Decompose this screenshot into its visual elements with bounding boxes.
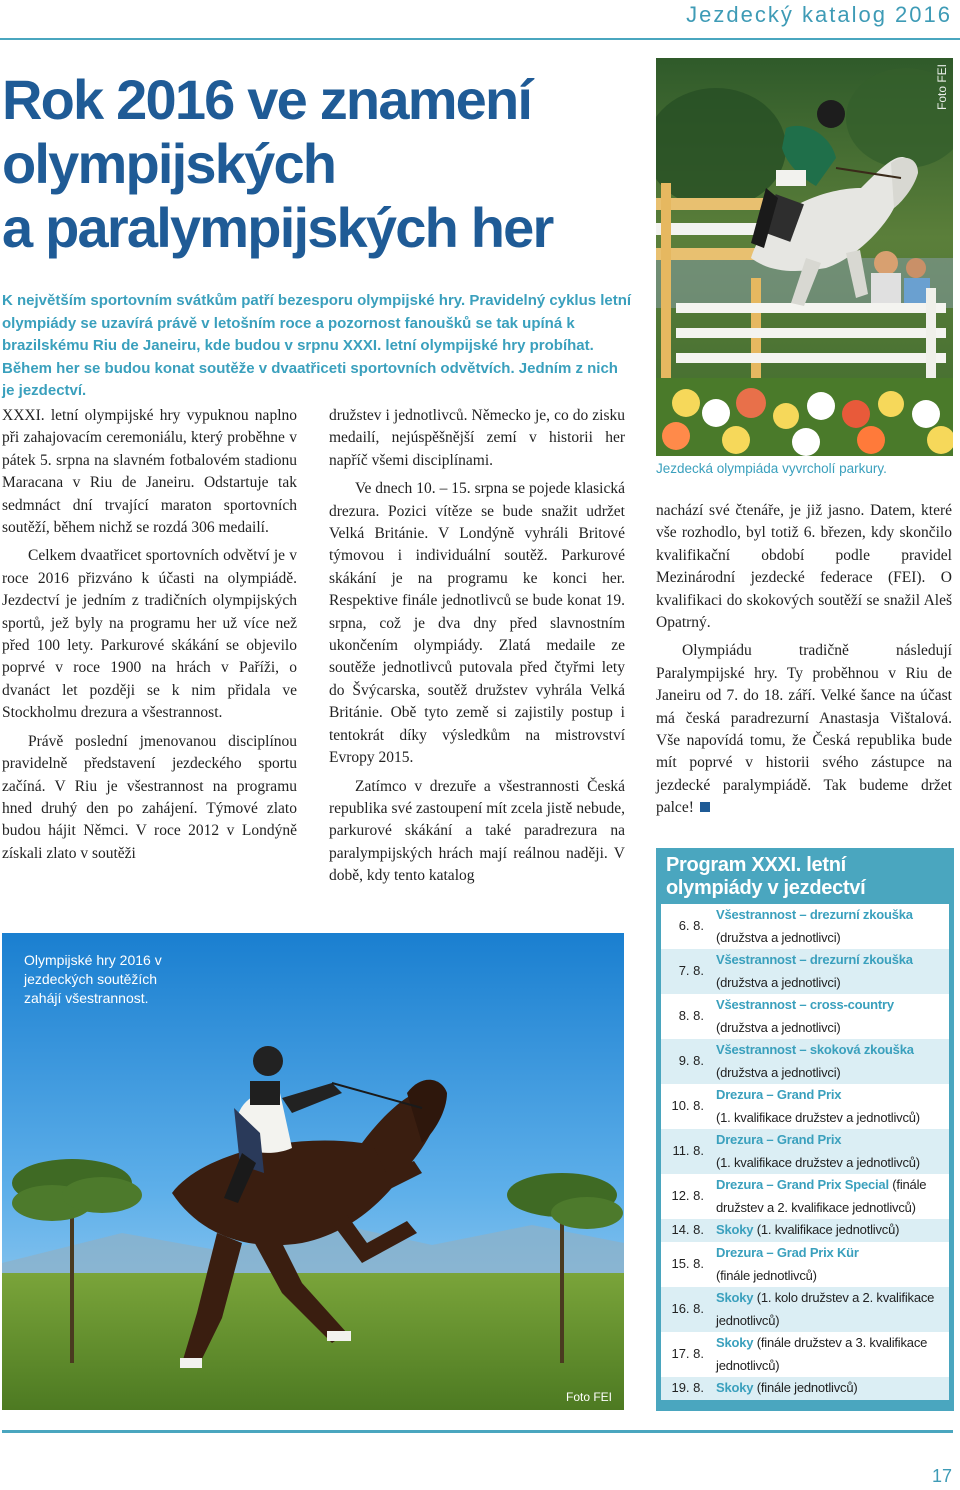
paragraph: Celkem dvaatřicet sportovních odvětví je v roce 2016 přizváno k účasti na olympiádě. Jezdectví je jedním z tradičních olympijských sportů, jež byly na programu her už více než před 100 lety. Parkurové skákání se objevilo poprvé v roce 1900 na hrách v Paříži, o dvanáct let později se k nim přidala ve Stockholmu drezura a všestrannost. bbox=[2, 547, 297, 722]
program-row bbox=[661, 1174, 949, 1219]
program-entry bbox=[716, 1039, 949, 1084]
program-date: 15. 8. bbox=[671, 1256, 704, 1272]
title-line-2: olympijských bbox=[2, 132, 336, 195]
program-detail: (1. kolo družstev a 2. kvalifikace jednotlivců) bbox=[716, 1290, 935, 1328]
paragraph: Zatímco v drezuře a všestrannosti Česká republika své zastoupení mít zcela jistě nebude, parkurové skákání a také paradrezura na paralympijských hrách mají reálnou naději. V době, kdy tento katalog bbox=[329, 777, 625, 885]
program-date: 17. 8. bbox=[671, 1346, 704, 1362]
program-event: Všestrannost – skoková zkouška bbox=[716, 1042, 914, 1057]
program-entry bbox=[716, 1174, 949, 1219]
program-entry bbox=[716, 1084, 949, 1129]
program-event: Všestrannost – drezurní zkouška bbox=[716, 907, 913, 922]
program-row bbox=[661, 994, 949, 1039]
title-line-3: a paralympijských her bbox=[2, 196, 553, 259]
show-jumping-illustration bbox=[656, 58, 953, 456]
program-row bbox=[661, 1377, 949, 1400]
program-date: 9. 8. bbox=[678, 1053, 704, 1069]
program-entry bbox=[716, 1377, 949, 1400]
program-detail: (družstva a jednotlivci) bbox=[716, 974, 841, 990]
program-row bbox=[661, 1287, 949, 1332]
program-entry bbox=[716, 1242, 949, 1287]
photo-caption-bottom: Olympijské hry 2016 v jezdeckých soutěžích zahájí všestrannost. bbox=[24, 952, 162, 1006]
program-entry bbox=[716, 1219, 949, 1242]
program-row bbox=[661, 1332, 949, 1377]
program-date: 10. 8. bbox=[671, 1098, 704, 1114]
end-mark-icon bbox=[700, 802, 710, 812]
program-event: Drezura – Grand Prix bbox=[716, 1132, 842, 1147]
program-detail: (finále jednotlivců) bbox=[716, 1267, 817, 1283]
paragraph: nachází své čtenáře, je již jasno. Datem, které vše rozhodlo, byl totiž 6. březen, kdy skončilo kvalifikační období podle pravidel Mezinárodní jezdecké federace (FEI). O kvalifikaci do skokových soutěží se snažil Aleš Opatrný. bbox=[656, 502, 952, 632]
program-detail: (1. kvalifikace družstev a jednotlivců) bbox=[716, 1154, 920, 1170]
photo-caption-top: Jezdecká olympiáda vyvrcholí parkury. bbox=[656, 461, 887, 476]
article-lead: K největším sportovním svátkům patří bezesporu olympijské hry. Pravidelný cyklus letní olympiády se uzavírá právě v letošním roce a pozornost fanoušků se tak upíná k brazilskému Riu de Janeiru, kde budou v srpnu XXXI. letní olympijské hry probíhat. Během her se budou konat soutěže v dvaatřiceti sportovních odvětvích. Jedním z nich je jezdectví. bbox=[2, 292, 632, 399]
program-detail: (finále jednotlivců) bbox=[756, 1380, 858, 1396]
text-column-3 bbox=[656, 500, 952, 826]
program-row bbox=[661, 1219, 949, 1242]
program-detail: (družstva a jednotlivci) bbox=[716, 1064, 841, 1080]
program-row bbox=[661, 1129, 949, 1174]
header-rule bbox=[0, 38, 960, 40]
photo-credit: Foto FEI bbox=[565, 1390, 612, 1404]
program-detail: (1. kvalifikace jednotlivců) bbox=[756, 1222, 900, 1238]
program-row bbox=[661, 1039, 949, 1084]
program-date: 19. 8. bbox=[671, 1380, 704, 1396]
paragraph: družstev i jednotlivců. Německo je, co do zisku medailí, nejúspěšnější zemí v historii her napříč všemi disciplínami. bbox=[329, 407, 625, 469]
photo-show-jumping bbox=[656, 58, 953, 456]
program-row bbox=[661, 904, 949, 949]
title-line-1: Rok 2016 ve znamení bbox=[2, 68, 532, 131]
program-date: 12. 8. bbox=[671, 1188, 704, 1204]
article-title bbox=[2, 68, 622, 260]
paragraph-text: Olympiádu tradičně následují Paralympijské hry. Ty proběhnou v Riu de Janeiru od 7. do 18. září. Velké šance na účast má česká paradrezurní Anastasja Vištalová. Vše napovídá tomu, že Česká republika bude mít poprvé v historii svého zástupce na jezdecké paralympiádě. Tak budeme držet palce! bbox=[656, 642, 952, 817]
program-event: Skoky bbox=[716, 1222, 754, 1238]
paragraph: XXXI. letní olympijské hry vypuknou naplno při zahajovacím ceremoniálu, který proběhne v pátek 5. srpna na slavném fotbalovém stadionu Maracana v Riu de Janeiru. Odstartuje tak sedmnáct dní trvající maraton sportovních soutěží, během nichž se rozdá 306 medailí. bbox=[2, 407, 297, 537]
program-row bbox=[661, 1242, 949, 1287]
program-detail: (družstva a jednotlivci) bbox=[716, 929, 841, 945]
program-box bbox=[656, 848, 954, 1411]
program-date: 11. 8. bbox=[672, 1143, 704, 1159]
program-detail: (družstva a jednotlivci) bbox=[716, 1019, 841, 1035]
catalog-title: Jezdecký katalog 2016 bbox=[686, 2, 952, 27]
program-entry bbox=[716, 994, 949, 1039]
footer-rule bbox=[2, 1430, 953, 1433]
text-column-2 bbox=[329, 405, 625, 894]
paragraph: Ve dnech 10. – 15. srpna se pojede klasická drezura. Pozici vítěze se bude snažit udržet Velká Británie. V Londýně vyhráli Britové týmovou i individuální soutěž. Parkurové skákání je na programu ke konci her. Respektive finále jednotlivců se bude konat 19. srpna, což je dva dny před slavnostním ukončením olympiády. Zlatá medaile ze soutěže jednotlivců putovala před čtyřmi lety do Švýcarska, soutěž družstev vyhrála Velká Británie. Obě tyto země si zajistily postup i tentokrát díky výsledkům na mistrovství Evropy 2015. bbox=[329, 480, 625, 767]
program-row bbox=[661, 949, 949, 994]
program-date: 14. 8. bbox=[671, 1222, 704, 1238]
photo-credit: Foto FEI bbox=[935, 64, 949, 111]
program-detail: (1. kvalifikace družstev a jednotlivců) bbox=[716, 1109, 920, 1125]
page-header bbox=[0, 0, 960, 50]
program-event: Všestrannost – drezurní zkouška bbox=[716, 952, 913, 967]
program-event: Drezura – Grad Prix Kür bbox=[716, 1245, 859, 1260]
paragraph-last bbox=[656, 640, 952, 819]
program-date: 6. 8. bbox=[678, 918, 704, 934]
program-event: Všestrannost – cross-country bbox=[716, 997, 894, 1012]
program-event: Drezura – Grand Prix bbox=[716, 1087, 842, 1102]
page-number: 17 bbox=[931, 1466, 952, 1486]
program-entry bbox=[716, 904, 949, 949]
program-title: Program XXXI. letní olympiády v jezdectví bbox=[666, 854, 866, 899]
program-detail: (finále družstev a 2. kvalifikace jednotlivců) bbox=[716, 1177, 927, 1215]
program-row bbox=[661, 1084, 949, 1129]
program-entry bbox=[716, 1129, 949, 1174]
program-entry bbox=[716, 949, 949, 994]
program-date: 8. 8. bbox=[678, 1008, 704, 1024]
paragraph: Právě poslední jmenovanou disciplínou pravidelně představení jezdeckého sportu začíná. V Riu je všestrannost na programu hned druhý den po zahájení. Týmové zlato budou hájit Němci. V roce 2012 v Londýně získali zlato v soutěži bbox=[2, 732, 297, 862]
program-entry bbox=[716, 1287, 949, 1332]
program-event: Skoky bbox=[716, 1380, 754, 1396]
program-event: Drezura – Grand Prix Special bbox=[716, 1177, 889, 1192]
text-column-1 bbox=[2, 405, 297, 871]
program-detail: (finále družstev a 3. kvalifikace jednotlivců) bbox=[716, 1335, 928, 1373]
program-event: Skoky bbox=[716, 1335, 754, 1350]
program-entry bbox=[716, 1332, 949, 1377]
program-date: 7. 8. bbox=[678, 963, 704, 979]
program-event: Skoky bbox=[716, 1290, 754, 1305]
photo-cross-country bbox=[2, 933, 624, 1410]
program-date: 16. 8. bbox=[671, 1301, 704, 1317]
program-list bbox=[661, 904, 949, 1400]
